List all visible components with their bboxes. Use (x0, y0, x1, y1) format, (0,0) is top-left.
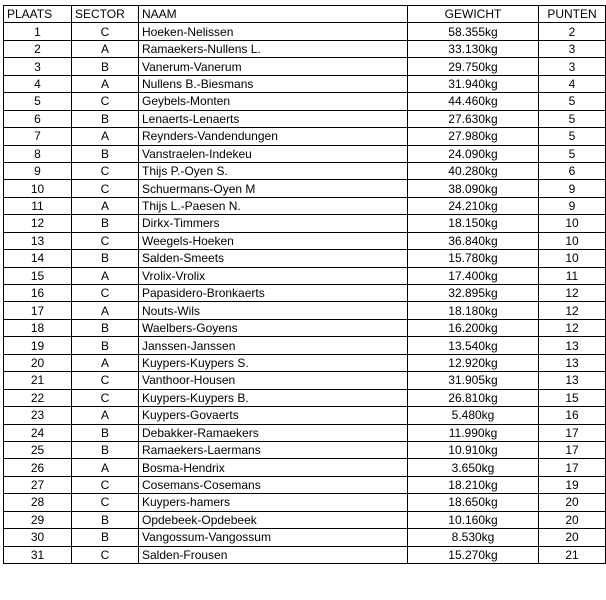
table-row (4, 354, 606, 371)
cell-sector[interactable]: B (72, 215, 139, 232)
cell-gewicht[interactable]: 10.160kg (408, 511, 539, 528)
cell-gewicht[interactable]: 58.355kg (408, 23, 539, 40)
cell-plaats[interactable]: 7 (4, 128, 72, 145)
cell-naam[interactable]: Bosma-Hendrix (139, 459, 408, 476)
cell-plaats[interactable]: 6 (4, 110, 72, 127)
cell-naam[interactable]: Vanthoor-Housen (139, 372, 408, 389)
cell-sector[interactable]: C (72, 546, 139, 563)
cell-plaats[interactable]: 26 (4, 459, 72, 476)
cell-naam[interactable]: Papasidero-Bronkaerts (139, 285, 408, 302)
cell-sector[interactable]: A (72, 302, 139, 319)
cell-naam[interactable]: Janssen-Janssen (139, 337, 408, 354)
cell-sector[interactable]: A (72, 354, 139, 371)
cell-plaats[interactable]: 10 (4, 180, 72, 197)
cell-plaats[interactable]: 13 (4, 232, 72, 249)
cell-sector[interactable]: B (72, 58, 139, 75)
cell-naam[interactable]: Kuypers-Kuypers S. (139, 354, 408, 371)
cell-naam[interactable]: Salden-Smeets (139, 250, 408, 267)
cell-gewicht[interactable]: 13.540kg (408, 337, 539, 354)
cell-punten[interactable]: 5 (539, 110, 606, 127)
cell-punten[interactable]: 16 (539, 407, 606, 424)
cell-punten[interactable]: 9 (539, 180, 606, 197)
cell-plaats[interactable]: 12 (4, 215, 72, 232)
cell-punten[interactable]: 20 (539, 511, 606, 528)
cell-naam[interactable]: Geybels-Monten (139, 93, 408, 110)
cell-sector[interactable]: A (72, 128, 139, 145)
cell-plaats[interactable]: 9 (4, 162, 72, 179)
cell-naam[interactable]: Nouts-Wils (139, 302, 408, 319)
table-row (4, 180, 606, 197)
table-row (4, 494, 606, 511)
table-row (4, 459, 606, 476)
cell-punten[interactable]: 12 (539, 319, 606, 336)
table-row (4, 93, 606, 110)
cell-plaats[interactable]: 21 (4, 372, 72, 389)
cell-naam[interactable]: Hoeken-Nelissen (139, 23, 408, 40)
table-row (4, 285, 606, 302)
cell-plaats[interactable]: 5 (4, 93, 72, 110)
cell-naam[interactable]: Schuermans-Oyen M (139, 180, 408, 197)
cell-naam[interactable]: Nullens B.-Biesmans (139, 75, 408, 92)
cell-plaats[interactable]: 29 (4, 511, 72, 528)
results-table (3, 5, 606, 564)
cell-sector[interactable]: C (72, 476, 139, 493)
cell-sector[interactable]: C (72, 285, 139, 302)
cell-gewicht[interactable]: 5.480kg (408, 407, 539, 424)
cell-sector[interactable]: A (72, 459, 139, 476)
cell-naam[interactable]: Reynders-Vandendungen (139, 128, 408, 145)
cell-punten[interactable]: 5 (539, 128, 606, 145)
cell-sector[interactable]: A (72, 267, 139, 284)
cell-naam[interactable]: Kuypers-hamers (139, 494, 408, 511)
table-row (4, 23, 606, 40)
cell-gewicht[interactable]: 31.905kg (408, 372, 539, 389)
cell-gewicht[interactable]: 15.780kg (408, 250, 539, 267)
cell-punten[interactable]: 9 (539, 197, 606, 214)
cell-punten[interactable]: 10 (539, 232, 606, 249)
cell-gewicht[interactable]: 24.090kg (408, 145, 539, 162)
cell-sector[interactable]: C (72, 162, 139, 179)
cell-plaats[interactable]: 15 (4, 267, 72, 284)
cell-punten[interactable]: 3 (539, 40, 606, 57)
cell-punten[interactable]: 11 (539, 267, 606, 284)
cell-gewicht[interactable]: 11.990kg (408, 424, 539, 441)
cell-naam[interactable]: Ramaekers-Laermans (139, 441, 408, 458)
cell-sector[interactable]: A (72, 407, 139, 424)
cell-punten[interactable]: 6 (539, 162, 606, 179)
table-row (4, 110, 606, 127)
cell-plaats[interactable]: 18 (4, 319, 72, 336)
cell-plaats[interactable]: 16 (4, 285, 72, 302)
table-row (4, 407, 606, 424)
cell-sector[interactable]: C (72, 23, 139, 40)
cell-punten[interactable]: 5 (539, 145, 606, 162)
table-row (4, 424, 606, 441)
cell-gewicht[interactable]: 17.400kg (408, 267, 539, 284)
cell-plaats[interactable]: 19 (4, 337, 72, 354)
cell-sector[interactable]: B (72, 511, 139, 528)
table-row (4, 232, 606, 249)
cell-gewicht[interactable]: 18.150kg (408, 215, 539, 232)
table-row (4, 145, 606, 162)
header-sector[interactable]: SECTOR (72, 6, 139, 23)
table-row (4, 511, 606, 528)
table-row (4, 250, 606, 267)
cell-sector[interactable]: B (72, 337, 139, 354)
cell-plaats[interactable]: 20 (4, 354, 72, 371)
cell-naam[interactable]: Vrolix-Vrolix (139, 267, 408, 284)
table-row (4, 267, 606, 284)
cell-plaats[interactable]: 30 (4, 529, 72, 546)
cell-sector[interactable]: B (72, 441, 139, 458)
cell-punten[interactable]: 17 (539, 424, 606, 441)
cell-naam[interactable]: Weegels-Hoeken (139, 232, 408, 249)
cell-punten[interactable]: 17 (539, 441, 606, 458)
cell-plaats[interactable]: 25 (4, 441, 72, 458)
cell-naam[interactable]: Thijs P.-Oyen S. (139, 162, 408, 179)
table-row (4, 40, 606, 57)
cell-plaats[interactable]: 8 (4, 145, 72, 162)
cell-punten[interactable]: 4 (539, 75, 606, 92)
cell-gewicht[interactable]: 16.200kg (408, 319, 539, 336)
cell-sector[interactable]: B (72, 529, 139, 546)
cell-gewicht[interactable]: 27.980kg (408, 128, 539, 145)
cell-punten[interactable]: 13 (539, 372, 606, 389)
cell-gewicht[interactable]: 24.210kg (408, 197, 539, 214)
cell-gewicht[interactable]: 44.460kg (408, 93, 539, 110)
cell-sector[interactable]: B (72, 145, 139, 162)
cell-sector[interactable]: B (72, 319, 139, 336)
cell-gewicht[interactable]: 38.090kg (408, 180, 539, 197)
cell-naam[interactable]: Waelbers-Goyens (139, 319, 408, 336)
cell-punten[interactable]: 2 (539, 23, 606, 40)
cell-gewicht[interactable]: 36.840kg (408, 232, 539, 249)
table-row (4, 372, 606, 389)
cell-gewicht[interactable]: 15.270kg (408, 546, 539, 563)
cell-sector[interactable]: C (72, 494, 139, 511)
table-row (4, 162, 606, 179)
cell-punten[interactable]: 12 (539, 302, 606, 319)
cell-gewicht[interactable]: 10.910kg (408, 441, 539, 458)
cell-sector[interactable]: B (72, 110, 139, 127)
cell-sector[interactable]: C (72, 180, 139, 197)
cell-plaats[interactable]: 14 (4, 250, 72, 267)
cell-gewicht[interactable]: 18.650kg (408, 494, 539, 511)
cell-punten[interactable]: 13 (539, 354, 606, 371)
cell-sector[interactable]: C (72, 372, 139, 389)
cell-punten[interactable]: 13 (539, 337, 606, 354)
cell-sector[interactable]: C (72, 93, 139, 110)
cell-plaats[interactable]: 27 (4, 476, 72, 493)
cell-naam[interactable]: Vanerum-Vanerum (139, 58, 408, 75)
cell-gewicht[interactable]: 8.530kg (408, 529, 539, 546)
cell-gewicht[interactable]: 40.280kg (408, 162, 539, 179)
table-row (4, 337, 606, 354)
cell-gewicht[interactable]: 3.650kg (408, 459, 539, 476)
cell-gewicht[interactable]: 12.920kg (408, 354, 539, 371)
cell-gewicht[interactable]: 29.750kg (408, 58, 539, 75)
cell-naam[interactable]: Thijs L.-Paesen N. (139, 197, 408, 214)
table-row (4, 319, 606, 336)
header-plaats[interactable]: PLAATS (4, 6, 72, 23)
cell-gewicht[interactable]: 31.940kg (408, 75, 539, 92)
cell-gewicht[interactable]: 33.130kg (408, 40, 539, 57)
cell-gewicht[interactable]: 18.210kg (408, 476, 539, 493)
cell-plaats[interactable]: 23 (4, 407, 72, 424)
cell-plaats[interactable]: 31 (4, 546, 72, 563)
cell-punten[interactable]: 12 (539, 285, 606, 302)
cell-sector[interactable]: A (72, 197, 139, 214)
table-row (4, 546, 606, 563)
cell-plaats[interactable]: 4 (4, 75, 72, 92)
cell-plaats[interactable]: 3 (4, 58, 72, 75)
cell-plaats[interactable]: 11 (4, 197, 72, 214)
table-row (4, 128, 606, 145)
cell-naam[interactable]: Vanstraelen-Indekeu (139, 145, 408, 162)
cell-gewicht[interactable]: 18.180kg (408, 302, 539, 319)
cell-plaats[interactable]: 28 (4, 494, 72, 511)
cell-punten[interactable]: 10 (539, 250, 606, 267)
header-gewicht[interactable]: GEWICHT (408, 6, 539, 23)
cell-naam[interactable]: Salden-Frousen (139, 546, 408, 563)
cell-naam[interactable]: Ramaekers-Nullens L. (139, 40, 408, 57)
table-row (4, 389, 606, 406)
cell-sector[interactable]: B (72, 424, 139, 441)
cell-gewicht[interactable]: 26.810kg (408, 389, 539, 406)
table-row (4, 58, 606, 75)
cell-punten[interactable]: 20 (539, 529, 606, 546)
cell-plaats[interactable]: 17 (4, 302, 72, 319)
table-row (4, 215, 606, 232)
cell-sector[interactable]: C (72, 389, 139, 406)
table-row (4, 529, 606, 546)
table-row (4, 476, 606, 493)
cell-naam[interactable]: Kuypers-Govaerts (139, 407, 408, 424)
cell-punten[interactable]: 15 (539, 389, 606, 406)
cell-sector[interactable]: C (72, 232, 139, 249)
table-row (4, 302, 606, 319)
cell-gewicht[interactable]: 32.895kg (408, 285, 539, 302)
cell-naam[interactable]: Kuypers-Kuypers B. (139, 389, 408, 406)
cell-naam[interactable]: Dirkx-Timmers (139, 215, 408, 232)
cell-punten[interactable]: 3 (539, 58, 606, 75)
cell-punten[interactable]: 20 (539, 494, 606, 511)
table-row (4, 441, 606, 458)
results-body (4, 23, 606, 564)
cell-punten[interactable]: 17 (539, 459, 606, 476)
cell-gewicht[interactable]: 27.630kg (408, 110, 539, 127)
cell-naam[interactable]: Vangossum-Vangossum (139, 529, 408, 546)
cell-plaats[interactable]: 1 (4, 23, 72, 40)
cell-naam[interactable]: Opdebeek-Opdebeek (139, 511, 408, 528)
cell-sector[interactable]: A (72, 75, 139, 92)
cell-naam[interactable]: Cosemans-Cosemans (139, 476, 408, 493)
header-punten[interactable]: PUNTEN (539, 6, 606, 23)
cell-plaats[interactable]: 22 (4, 389, 72, 406)
cell-naam[interactable]: Debakker-Ramaekers (139, 424, 408, 441)
cell-plaats[interactable]: 2 (4, 40, 72, 57)
cell-sector[interactable]: A (72, 40, 139, 57)
header-naam[interactable]: NAAM (139, 6, 408, 23)
cell-punten[interactable]: 19 (539, 476, 606, 493)
cell-sector[interactable]: B (72, 250, 139, 267)
header-row (4, 6, 606, 23)
table-row (4, 75, 606, 92)
cell-punten[interactable]: 5 (539, 93, 606, 110)
cell-punten[interactable]: 10 (539, 215, 606, 232)
cell-plaats[interactable]: 24 (4, 424, 72, 441)
cell-naam[interactable]: Lenaerts-Lenaerts (139, 110, 408, 127)
cell-punten[interactable]: 21 (539, 546, 606, 563)
table-row (4, 197, 606, 214)
